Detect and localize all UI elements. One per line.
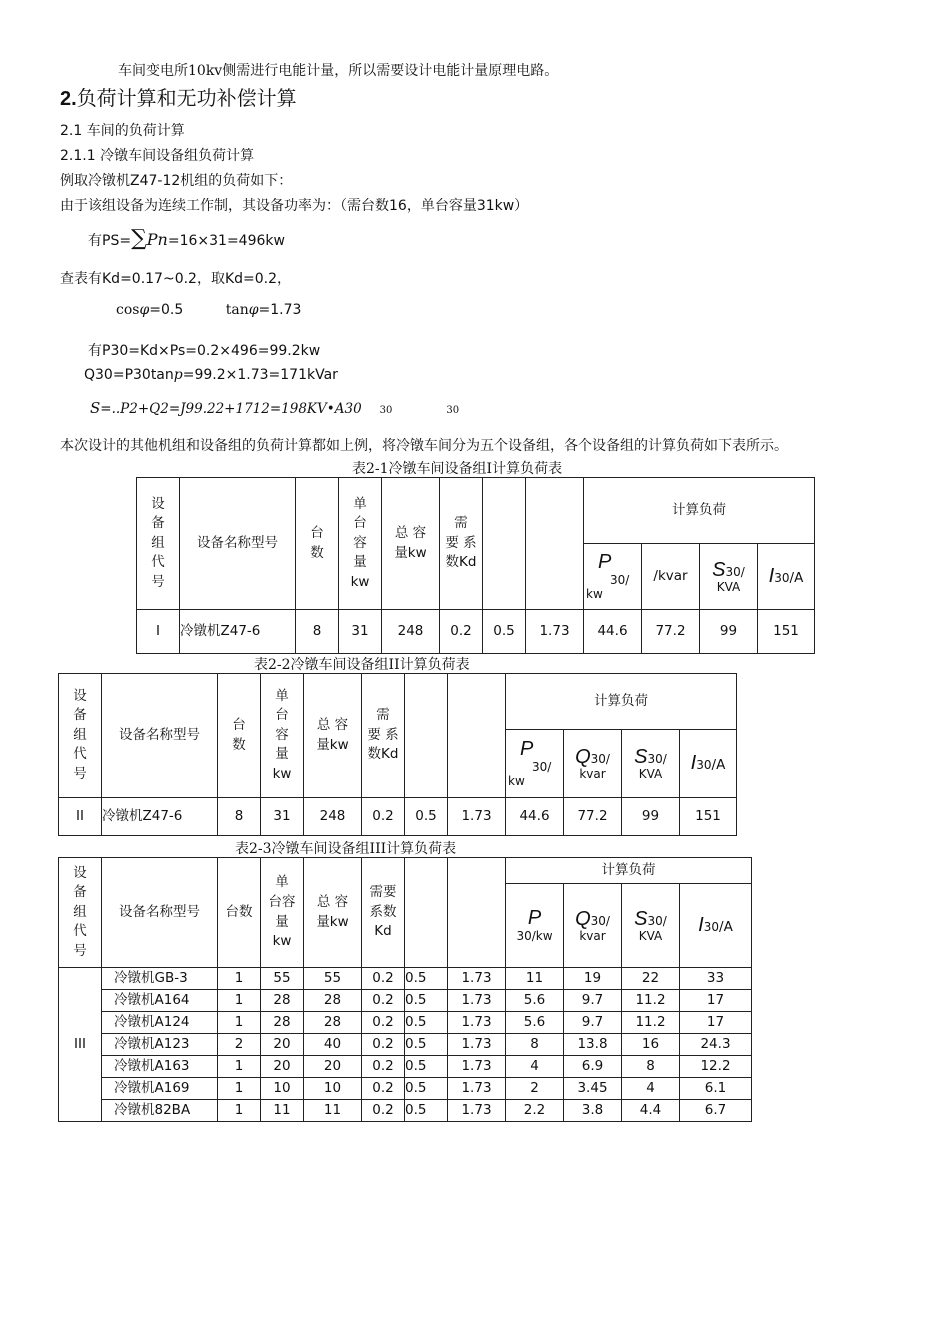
table-cell: 8 <box>218 798 261 836</box>
th-count: 台数 <box>218 858 261 968</box>
group-code-cell: III <box>59 968 102 1122</box>
table-cell: 1.73 <box>448 1034 506 1056</box>
table-cell: 31 <box>339 610 382 654</box>
table-cell: 11 <box>261 1100 304 1122</box>
header-text: kw <box>508 774 525 788</box>
header-text: 30/ <box>532 760 552 775</box>
table-cell: 20 <box>304 1056 362 1078</box>
table-cell: 1.73 <box>448 990 506 1012</box>
header-text: 量 <box>275 746 289 763</box>
header-text: 数 <box>310 544 324 561</box>
header-text: 需 <box>376 707 390 724</box>
phi-symbol-2: φ <box>248 302 259 318</box>
th-count <box>296 478 339 610</box>
tan-value: =1.73 <box>258 302 302 318</box>
table-cell: 11 <box>506 968 564 990</box>
th-unit-capacity <box>261 674 304 798</box>
table-1 <box>136 477 815 654</box>
header-text: 30/ <box>590 913 610 928</box>
header-text: 单 <box>275 874 289 891</box>
example-line: 例取冷镦机Z47-12机组的负荷如下： <box>60 173 293 189</box>
table-cell: 冷镦机Z47-6 <box>180 610 296 654</box>
header-text: 组 <box>73 726 87 743</box>
table-cell: II <box>59 798 102 836</box>
header-text: 总 容 <box>316 893 349 910</box>
table-cell: 2 <box>506 1078 564 1100</box>
q30-rest: =99.2×1.73=171kVar <box>182 367 338 383</box>
header-text: 容 <box>275 726 289 743</box>
header-text: 台 <box>310 524 324 541</box>
table-cell: 13.8 <box>564 1034 622 1056</box>
table-cell: 4 <box>622 1078 680 1100</box>
header-text: 量kw <box>316 913 349 930</box>
th-cos <box>405 858 448 968</box>
th-i30 <box>680 730 737 798</box>
header-text: kvar <box>579 928 606 943</box>
table-cell: 0.5 <box>405 1034 448 1056</box>
q30-p: p <box>173 367 183 383</box>
th-group-code <box>59 674 102 798</box>
table-cell: 0.2 <box>362 1034 405 1056</box>
table-cell: 40 <box>304 1034 362 1056</box>
th-calc-load: 计算负荷 <box>506 858 752 884</box>
table-cell: 1 <box>218 1078 261 1100</box>
header-text: 台 <box>275 707 289 724</box>
header-text: kw <box>272 933 292 950</box>
header-text: 备 <box>151 515 165 532</box>
table-cell: 冷镦机A163 <box>102 1056 218 1078</box>
s30-line <box>90 399 459 417</box>
s30-sub-1: 30 <box>379 405 393 416</box>
table-cell: 11.2 <box>622 990 680 1012</box>
header-text: I <box>690 752 697 774</box>
table-row <box>59 1078 752 1100</box>
header-text: 台 <box>353 515 367 532</box>
table-cell: 0.5 <box>405 968 448 990</box>
header-text: kw <box>350 573 370 590</box>
table-cell: 冷镦机A169 <box>102 1078 218 1100</box>
header-text: 要 系 <box>367 726 399 743</box>
header-text: 备 <box>73 884 87 901</box>
table-cell: 22 <box>622 968 680 990</box>
table-cell: 55 <box>261 968 304 990</box>
section-heading <box>60 82 297 111</box>
th-i30 <box>680 884 752 968</box>
header-text: 30/ <box>590 751 610 766</box>
th-tan <box>448 674 506 798</box>
table-cell: 4 <box>506 1056 564 1078</box>
table-row <box>59 1056 752 1078</box>
table-cell: 0.5 <box>405 1078 448 1100</box>
p30-line: 有P30=Kd×Ps=0.2×496=99.2kw <box>88 343 321 359</box>
table-cell: 33 <box>680 968 752 990</box>
table-cell: 1.73 <box>448 968 506 990</box>
table-cell: 1 <box>218 968 261 990</box>
th-s30 <box>622 884 680 968</box>
table-cell: 1.73 <box>448 1012 506 1034</box>
th-name: 设备名称型号 <box>102 858 218 968</box>
header-text: 30/ <box>725 564 745 579</box>
header-text: 组 <box>73 903 87 920</box>
table-cell: 55 <box>304 968 362 990</box>
section-number: 2. <box>60 88 77 110</box>
table-cell: 0.5 <box>405 1100 448 1122</box>
table-cell: 20 <box>261 1034 304 1056</box>
table-cell: 0.5 <box>405 1056 448 1078</box>
table-cell: 0.5 <box>483 610 526 654</box>
ps-rest: =16×31=496kw <box>167 233 285 249</box>
header-text: P <box>520 738 534 761</box>
table-3-caption: 表2-3冷镦车间设备组III计算负荷表 <box>235 841 457 857</box>
th-calc-load: 计算负荷 <box>506 674 737 730</box>
table-cell: 8 <box>506 1034 564 1056</box>
tan-label: tan <box>225 302 249 318</box>
header-text: 量kw <box>394 544 427 561</box>
table-cell: 0.2 <box>362 990 405 1012</box>
table-cell: 冷镦机GB-3 <box>102 968 218 990</box>
header-text: kw <box>586 587 603 601</box>
table-cell: 6.9 <box>564 1056 622 1078</box>
header-text: 单 <box>275 687 289 704</box>
th-group-code <box>59 858 102 968</box>
s30-formula: =..P2+Q2=J99.22+1712=198KV•A30 <box>100 401 362 417</box>
table-cell: 1 <box>218 1100 261 1122</box>
header-text: 需要 <box>369 884 397 901</box>
table-cell: 28 <box>304 990 362 1012</box>
th-p30 <box>506 730 564 798</box>
header-text: Kd <box>374 923 392 940</box>
header-text: 号 <box>73 765 87 782</box>
th-s30 <box>622 730 680 798</box>
header-text: 代 <box>151 554 165 571</box>
table-3 <box>58 857 752 1122</box>
header-text: 单 <box>353 495 367 512</box>
th-i30 <box>758 544 815 610</box>
cos-value: =0.5 <box>149 302 184 318</box>
th-p30 <box>584 544 642 610</box>
header-text: I <box>768 565 775 587</box>
table-cell: 1 <box>218 1012 261 1034</box>
header-text: 数Kd <box>367 746 399 763</box>
table-cell: 77.2 <box>564 798 622 836</box>
sum-symbol: ∑ <box>131 226 147 251</box>
table-cell: 1.73 <box>448 1056 506 1078</box>
header-text: 30 <box>703 920 720 934</box>
header-text: 系数 <box>369 903 397 920</box>
header-text: KVA <box>638 766 663 781</box>
header-text: 台容 <box>268 893 296 910</box>
table-cell: 9.7 <box>564 990 622 1012</box>
header-text: 数 <box>232 736 246 753</box>
header-text: S <box>712 558 726 581</box>
table-cell: 10 <box>261 1078 304 1100</box>
th-total-capacity <box>304 674 362 798</box>
ps-pre: 有PS= <box>88 233 132 249</box>
table-cell: 0.2 <box>362 1056 405 1078</box>
table-cell: 冷镦机A123 <box>102 1034 218 1056</box>
table-row <box>59 1034 752 1056</box>
q30-line <box>84 367 338 383</box>
table-cell: 0.2 <box>362 1100 405 1122</box>
header-text: 代 <box>73 746 87 763</box>
table-cell: 4.4 <box>622 1100 680 1122</box>
table-cell: 9.7 <box>564 1012 622 1034</box>
header-text: 30/ <box>610 573 630 588</box>
th-p30 <box>506 884 564 968</box>
table-row <box>59 968 752 990</box>
header-text: /kvar <box>653 567 688 584</box>
table-cell: 8 <box>296 610 339 654</box>
kd-line: 查表有Kd=0.17~0.2，取Kd=0.2， <box>60 271 292 287</box>
header-text: 号 <box>73 942 87 959</box>
summary-line: 本次设计的其他机组和设备组的负荷计算都如上例，将冷镦车间分为五个设备组，各个设备组的计算负荷如下表所示。 <box>60 438 788 454</box>
header-text: 30 <box>774 571 790 585</box>
table-cell: 0.2 <box>362 968 405 990</box>
th-q30 <box>564 884 622 968</box>
table-cell: I <box>137 610 180 654</box>
header-text: 数Kd <box>445 554 477 571</box>
header-text: 要 系 <box>445 534 477 551</box>
header-text: 设 <box>73 864 87 881</box>
table-row <box>137 610 815 654</box>
table-cell: 28 <box>261 1012 304 1034</box>
header-text: 代 <box>73 923 87 940</box>
table-cell: 3.45 <box>564 1078 622 1100</box>
table-cell: 0.5 <box>405 1012 448 1034</box>
s30-symbol: S <box>90 399 101 417</box>
th-kd <box>362 674 405 798</box>
header-text: 容 <box>353 534 367 551</box>
th-unit-capacity <box>339 478 382 610</box>
th-kd <box>440 478 483 610</box>
header-text: 台 <box>232 716 246 733</box>
table-row <box>59 798 737 836</box>
table-cell: 99 <box>700 610 758 654</box>
table-cell: 0.5 <box>405 798 448 836</box>
section-title: 负荷计算和无功补偿计算 <box>76 86 297 110</box>
th-name: 设备名称型号 <box>102 674 218 798</box>
header-text: 30/kw <box>516 929 553 944</box>
table-cell: 冷镦机Z47-6 <box>102 798 218 836</box>
table-cell: 24.3 <box>680 1034 752 1056</box>
s30-sub-2: 30 <box>446 405 460 416</box>
th-tan <box>448 858 506 968</box>
th-s30 <box>700 544 758 610</box>
header-text: Q <box>575 907 591 930</box>
table-cell: 6.1 <box>680 1078 752 1100</box>
table-cell: 冷镦机A164 <box>102 990 218 1012</box>
table-cell: 冷镦机A124 <box>102 1012 218 1034</box>
subsection-2-1-1: 2.1.1 冷镦车间设备组负荷计算 <box>60 148 255 164</box>
table-cell: 17 <box>680 1012 752 1034</box>
header-text: Q <box>575 745 591 768</box>
table-row <box>59 1012 752 1034</box>
th-name: 设备名称型号 <box>180 478 296 610</box>
header-text: kw <box>272 765 292 782</box>
table-cell: 1 <box>218 990 261 1012</box>
th-group-code <box>137 478 180 610</box>
table-cell: 0.2 <box>362 1012 405 1034</box>
header-text: 设 <box>151 495 165 512</box>
table-cell: 44.6 <box>584 610 642 654</box>
header-text: /A <box>789 570 804 586</box>
table-cell: 151 <box>758 610 815 654</box>
intro-text: 车间变电所10kv侧需进行电能计量，所以需要设计电能计量原理电路。 <box>118 63 559 79</box>
table-cell: 77.2 <box>642 610 700 654</box>
table-cell: 20 <box>261 1056 304 1078</box>
table-cell: 248 <box>382 610 440 654</box>
table-row <box>59 1100 752 1122</box>
header-text: /A <box>711 757 726 773</box>
header-text: 30/ <box>647 913 667 928</box>
header-text: P <box>598 551 612 574</box>
header-text: I <box>698 914 704 936</box>
table-cell: 99 <box>622 798 680 836</box>
table-row <box>59 990 752 1012</box>
header-text: P <box>527 907 542 930</box>
header-text: 组 <box>151 534 165 551</box>
table-cell: 0.2 <box>362 1078 405 1100</box>
header-text: 设 <box>73 687 87 704</box>
table-cell: 5.6 <box>506 990 564 1012</box>
header-text: /A <box>719 919 733 935</box>
table-cell: 2 <box>218 1034 261 1056</box>
table-cell: 19 <box>564 968 622 990</box>
th-tan <box>526 478 584 610</box>
power-intro: 由于该组设备为连续工作制，其设备功率为：（需台数16，单台容量31kw） <box>60 198 529 214</box>
header-text: 量 <box>275 913 289 930</box>
q30-pre: Q30=P30tan <box>84 367 174 383</box>
table-cell: 28 <box>304 1012 362 1034</box>
header-text: S <box>634 907 648 930</box>
table-cell: 冷镦机82BA <box>102 1100 218 1122</box>
th-count <box>218 674 261 798</box>
table-cell: 1.73 <box>448 798 506 836</box>
table-cell: 3.8 <box>564 1100 622 1122</box>
table-cell: 11.2 <box>622 1012 680 1034</box>
header-text: 需 <box>454 515 468 532</box>
table-cell: 151 <box>680 798 737 836</box>
table-cell: 1.73 <box>448 1100 506 1122</box>
header-text: S <box>634 745 648 768</box>
header-text: 量kw <box>316 736 349 753</box>
header-text: 30/ <box>647 751 667 766</box>
table-cell: 8 <box>622 1056 680 1078</box>
table-cell: 44.6 <box>506 798 564 836</box>
header-text: 备 <box>73 707 87 724</box>
th-calc-load: 计算负荷 <box>584 478 815 544</box>
header-text: 总 容 <box>394 524 427 541</box>
cos-label: cos <box>116 302 140 318</box>
header-text: 30 <box>696 758 712 772</box>
table-cell: 16 <box>622 1034 680 1056</box>
th-total-capacity <box>304 858 362 968</box>
table-cell: 0.5 <box>405 990 448 1012</box>
table-cell: 0.2 <box>440 610 483 654</box>
th-unit-capacity <box>261 858 304 968</box>
ps-formula <box>88 226 285 251</box>
table-1-caption: 表2-1冷镦车间设备组I计算负荷表 <box>352 461 563 477</box>
table-cell: 5.6 <box>506 1012 564 1034</box>
table-cell: 6.7 <box>680 1100 752 1122</box>
th-kd <box>362 858 405 968</box>
table-cell: 2.2 <box>506 1100 564 1122</box>
table-cell: 12.2 <box>680 1056 752 1078</box>
th-q30 <box>564 730 622 798</box>
header-text: KVA <box>638 928 663 943</box>
pn-symbol: Pn <box>146 230 168 249</box>
header-text: 总 容 <box>316 716 349 733</box>
table-cell: 248 <box>304 798 362 836</box>
header-text: kvar <box>579 766 606 781</box>
table-cell: 0.2 <box>362 798 405 836</box>
table-cell: 11 <box>304 1100 362 1122</box>
table-cell: 1 <box>218 1056 261 1078</box>
header-text: 量 <box>353 554 367 571</box>
th-cos <box>483 478 526 610</box>
header-text: 号 <box>151 573 165 590</box>
table-2-caption: 表2-2冷镦车间设备组II计算负荷表 <box>254 657 470 673</box>
table-cell: 28 <box>261 990 304 1012</box>
table-2 <box>58 673 737 836</box>
table-cell: 1.73 <box>448 1078 506 1100</box>
phi-symbol: φ <box>139 302 150 318</box>
subsection-2-1: 2.1 车间的负荷计算 <box>60 123 185 139</box>
th-q30 <box>642 544 700 610</box>
table-cell: 1.73 <box>526 610 584 654</box>
cos-tan-line <box>116 302 301 318</box>
table-cell: 31 <box>261 798 304 836</box>
table-cell: 10 <box>304 1078 362 1100</box>
table-cell: 17 <box>680 990 752 1012</box>
th-total-capacity <box>382 478 440 610</box>
header-text: KVA <box>716 579 741 594</box>
th-cos <box>405 674 448 798</box>
